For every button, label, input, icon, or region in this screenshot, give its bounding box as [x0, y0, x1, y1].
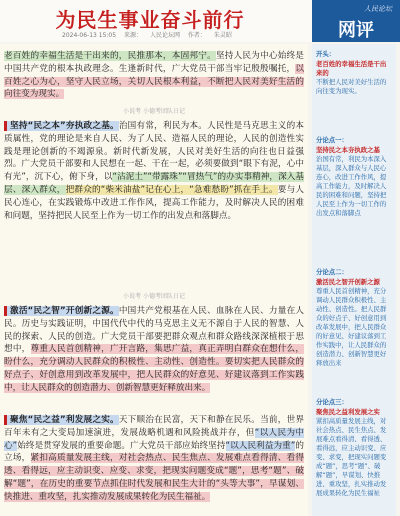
text: 中国共产党根基在人民、血脉在人民、力量在人民。历史与实践证明，中国代代中代的马克思主义无不源自于人民的智慧、人民的探索、人民的创造。广大党员干部要把群众观点和群众路线深深植根于思想中， — [4, 306, 304, 355]
paragraph-lead: 坚持“民之本”夯执政之基。 — [4, 121, 119, 131]
wangping-badge — [312, 0, 400, 42]
source-outlet[interactable]: 人民论坛网 — [149, 32, 180, 39]
highlight: 以百姓之心为心，坚守人民立场，关切人民根本利益，不断把人民对美好生活的向往变为现实。 — [4, 63, 304, 100]
paragraph-lead: 聚焦“民之益”利发展之实。 — [4, 415, 119, 425]
outline-lead: 激活民之智开创新之源 — [316, 278, 380, 286]
paragraph-point-one — [4, 120, 304, 222]
highlight: 老百姓的幸福生活是干出来的，民推那本，本固邦宁。 — [4, 51, 216, 61]
badge-title: 网评 — [338, 20, 374, 41]
text: 要与人民心连心，在实践锻炼中改进工作作风，提高工作能力，及时解决人民的困难和问题，坚持把民人民至上作为一切工作的出发点和落脚点。 — [4, 184, 304, 221]
article-meta — [62, 30, 238, 39]
badge-brand: 人民论坛 — [364, 5, 392, 13]
outline-sidebar — [312, 44, 396, 516]
outline-point-two — [316, 268, 392, 368]
image-caption: 小说考 小德考团队日记 — [123, 293, 185, 300]
paragraph-point-two — [4, 305, 304, 395]
highlight: “以人民利益为重” — [225, 440, 296, 451]
paragraph-point-three — [4, 414, 304, 504]
outline-lead: 聚焦民之益利发展之实 — [316, 408, 380, 416]
outline-heading: 分论点二： — [316, 268, 348, 276]
outline-opening — [316, 50, 392, 96]
author-name: 朱灵昭 — [213, 32, 232, 39]
outline-point-three — [316, 398, 392, 498]
highlight: “沾泥土”“带露珠” — [112, 172, 183, 183]
text: 始终是贯穿发展的重要命题。广大党员干部应始终坚持 — [17, 440, 226, 451]
highlight: 把群众的“柴米油盐”记在心上，“急难愁盼”抓在手上。 — [65, 184, 278, 195]
outline-text: 治国有常，利民为本深入基层，深入群众与人民心连心，改进工作作风，提高工作能力，及时解决人民的困难和问题，坚持把人民至上作为一切工作的出发点和落脚点 — [316, 155, 387, 217]
outline-point-one — [316, 136, 392, 218]
source-label: 来源： — [124, 32, 143, 39]
outline-heading: 分论点一： — [316, 136, 348, 144]
text: 坚持人民为中心始终是中国共产党的根本执政理念。生逢新时代，广大党员干部当牢记殷殷嘱托， — [4, 51, 304, 74]
text: 天下顺治在民富，天下和静在民乐。当前，世界百年未有之大变局加速演进，发展战略机遇和风险挑战并存，但 — [4, 415, 304, 438]
author-label: 作者： — [187, 32, 206, 39]
highlight: 尊重人民首创精神，广开言路，集思广益，真正弄明白群众在想什么，盼什么，充分调动人民群众的积极性、主动性、创造性。要切实把人民群众的好点子、好创意用到改革发展中，把人民群众的好意见、好建议落到工作实践中，让人民群众的创造潜力、创新智慧更好释放出来。 — [4, 344, 304, 393]
article-body — [0, 44, 308, 516]
highlight: “冒热气”的办实事精神，深入基层、深入群众， — [4, 172, 305, 195]
text: 的立场， — [4, 440, 304, 464]
outline-heading: 分论点三： — [316, 398, 348, 406]
outline-lead: 老百姓的幸福生活是干出来的 — [316, 60, 387, 77]
highlight: 紧扣高质量发展主线，对社会热点、民生焦点、发展难点看得清、看得透、看得远，应主动识变、应变、求变，把现实问题变成“题”，思考“题”、破解“题”，在历史的重要节点抓住时代发展和民生大计的“头等大事”，早谋划、快推进、重攻坚，扎实推动发展成果转化为民生福祉。 — [4, 453, 304, 502]
outline-lead: 坚持民之本夯执政之基 — [316, 146, 380, 154]
outline-text: 尊重人民首创精神，充分调动人民群众积极性、主动性、创造性。把人民群众的好点子、好创意用到改革发展中，把人民群众的好意见、好建议落到工作实践中，让人民群众的创造潜力、创新智慧更好释放出来 — [316, 287, 387, 367]
outline-heading: 开头： — [316, 50, 336, 58]
outline-text: 不断把人民对美好生活的向往变为现实。 — [316, 78, 387, 95]
publish-date: 2024-06-13 15:05 — [62, 32, 117, 39]
paragraph-intro — [4, 50, 304, 101]
article-title: 为民生事业奋斗前行 — [55, 8, 245, 32]
image-caption: 小说考 小德考团队日记 — [123, 108, 185, 115]
highlight: “以人民为中心” — [4, 427, 304, 451]
text: 治国有常，利民为本。人民性是马克思主义的本质属性，党的理论是来自人民、为了人民、造福人民的理论，人民的创造性实践是理论创新的不竭源泉。新时代新发展，人民对美好生活的向往也日益强烈。广大党员干部要和人民想在一起、干在一起，必须要做到“眼下有泥，心中有光”，沉下心，俯下身，以 — [4, 121, 304, 183]
outline-text: 紧扣高质量发展主线，对社会热点、民生焦点、发展难点看得清、看得透、看得远，应主动识变、应变、求变，把现实问题变成“题”，思考“题”、破解“题”，早谋划、快推进、重攻坚，扎实推动发展成果转化为民生福祉 — [316, 417, 387, 497]
paragraph-lead: 激活“民之智”开创新之源。 — [4, 306, 119, 316]
